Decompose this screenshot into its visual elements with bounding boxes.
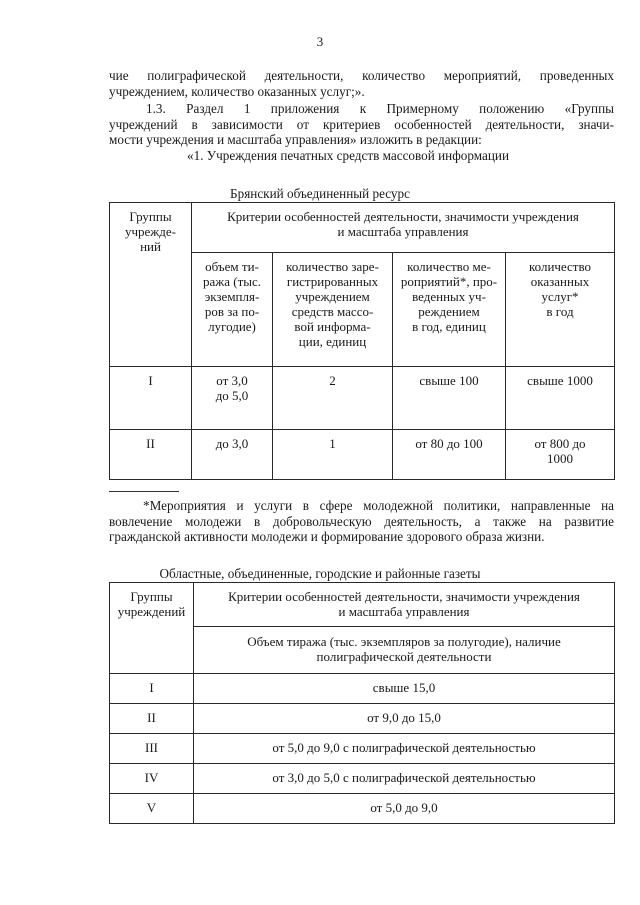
- section-line-2: учреждений в зависимости от критериев особенностей деятельности, значи-: [109, 116, 614, 132]
- table2-row: [110, 794, 615, 824]
- footnote-line-1: *Мероприятия и услуги в сфере молодежной политики, направленные на: [143, 498, 614, 513]
- table2-caption: Областные, объединенные, городские и районные газеты: [159, 566, 481, 581]
- table1-col-circulation: объем ти- ража (тыс. экземпля- ров за по- лугодие): [192, 253, 273, 367]
- table1-cell: от 3,0 до 5,0: [192, 367, 273, 430]
- table2-group-cell: IV: [110, 764, 194, 794]
- footnote-separator: [109, 491, 179, 492]
- table2-group-cell: I: [110, 674, 194, 704]
- page-number: 3: [316, 34, 324, 49]
- footnote-line-3: гражданской активности молодежи и формирование здорового образа жизни.: [109, 529, 545, 544]
- section-line-4: «1. Учреждения печатных средств массовой информации: [187, 147, 510, 163]
- footnote: [109, 498, 614, 545]
- section-paragraph: [109, 101, 614, 163]
- table1-group-cell: I: [110, 367, 192, 430]
- table1-cell: 2: [273, 367, 393, 430]
- section-line-3: мости учреждения и масштаба управления» изложить в редакции:: [109, 132, 482, 147]
- table2-value-cell: от 3,0 до 5,0 с полиграфической деятельностью: [194, 764, 615, 794]
- table2-row: [110, 734, 615, 764]
- table2-group-header: Группы учреждений: [110, 583, 194, 674]
- footnote-line-2: вовлечение молодежи в добровольческую деятельность, а также на развитие: [109, 513, 614, 529]
- section-line-1: 1.3. Раздел 1 приложения к Примерному положению «Группы: [146, 101, 614, 116]
- table1-cell: от 800 до 1000: [506, 430, 615, 480]
- table2-group-cell: III: [110, 734, 194, 764]
- table1-cell: до 3,0: [192, 430, 273, 480]
- table2-sub-header: Объем тиража (тыс. экземпляров за полугодие), наличие полиграфической деятельности: [194, 627, 615, 674]
- table1-row: [110, 430, 615, 480]
- table2-newspapers: [109, 582, 615, 824]
- table1-group-cell: II: [110, 430, 192, 480]
- table1-caption: Брянский объединенный ресурс: [230, 186, 410, 201]
- table2-row: [110, 764, 615, 794]
- intro-line-2: учреждением, количество оказанных услуг;».: [109, 83, 365, 99]
- table1-cell: свыше 1000: [506, 367, 615, 430]
- table2-row: [110, 704, 615, 734]
- table1-group-header: Группы учрежде- ний: [110, 203, 192, 367]
- table2-row: [110, 674, 615, 704]
- table1-criteria-header: Критерии особенностей деятельности, значимости учреждения и масштаба управления: [192, 203, 615, 253]
- table2-value-cell: от 5,0 до 9,0 с полиграфической деятельностью: [194, 734, 615, 764]
- table2-group-cell: V: [110, 794, 194, 824]
- table1-col-events: количество ме- роприятий*, про- веденных уч- реждением в год, единиц: [393, 253, 506, 367]
- table1-col-services: количество оказанных услуг* в год: [506, 253, 615, 367]
- table2-value-cell: от 9,0 до 15,0: [194, 704, 615, 734]
- table2-criteria-header: Критерии особенностей деятельности, значимости учреждения и масштаба управления: [194, 583, 615, 627]
- table2-value-cell: свыше 15,0: [194, 674, 615, 704]
- table2-value-cell: от 5,0 до 9,0: [194, 794, 615, 824]
- intro-line-1: чие полиграфической деятельности, количество мероприятий, проведенных: [109, 68, 614, 83]
- table1-broadband-resource: [109, 202, 615, 480]
- table2-group-cell: II: [110, 704, 194, 734]
- table1-cell: 1: [273, 430, 393, 480]
- table1-cell: свыше 100: [393, 367, 506, 430]
- table1-cell: от 80 до 100: [393, 430, 506, 480]
- table1-col-media-count: количество заре- гистрированных учреждением средств массо- вой информа- ции, единиц: [273, 253, 393, 367]
- table1-row: [110, 367, 615, 430]
- intro-paragraph: [109, 68, 614, 99]
